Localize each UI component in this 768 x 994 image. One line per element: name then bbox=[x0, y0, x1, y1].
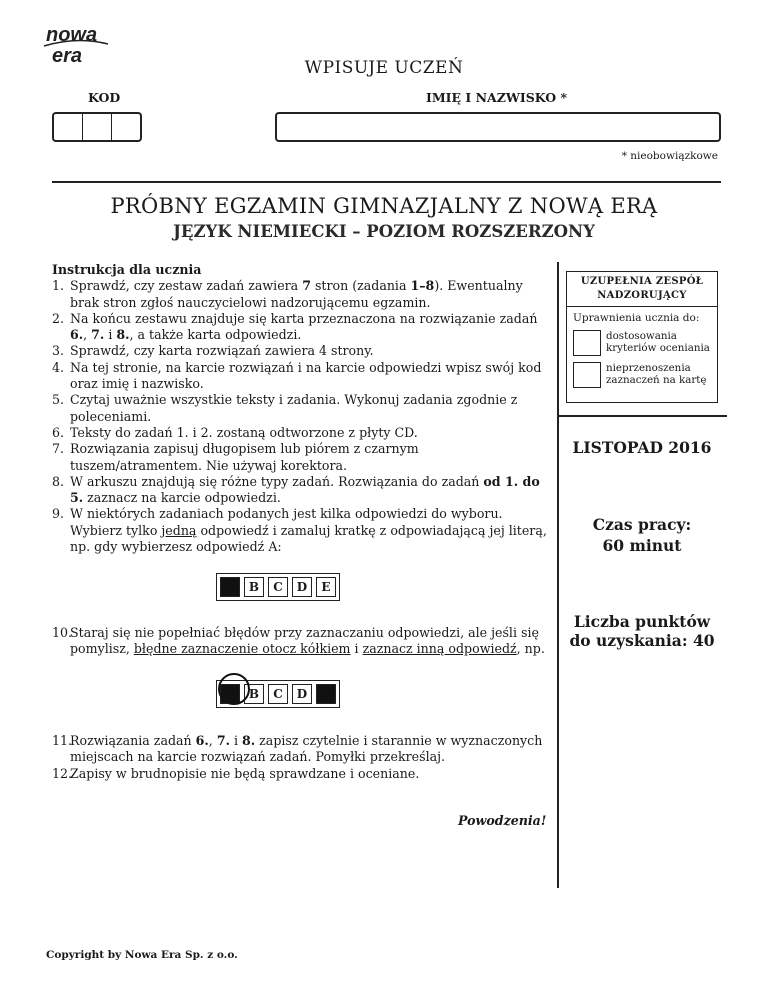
sidebar-divider bbox=[557, 415, 727, 417]
instruction-item bbox=[52, 343, 552, 359]
item-number: 7. bbox=[52, 441, 65, 457]
item-number: 6. bbox=[52, 424, 65, 440]
text-run: zaznacz na karcie odpowiedzi. bbox=[83, 490, 281, 506]
text-run: Na końcu zestawu znajduje się karta przeznaczona na rozwiązanie zadań bbox=[70, 310, 538, 326]
logo-line-1: nowa bbox=[46, 24, 98, 46]
answer-box: C bbox=[268, 577, 288, 597]
divider bbox=[52, 181, 721, 183]
answer-box: B bbox=[244, 684, 264, 704]
code-cell[interactable] bbox=[54, 114, 83, 140]
item-number: 5. bbox=[52, 392, 65, 408]
text-run: 6. bbox=[70, 327, 84, 343]
instruction-item bbox=[52, 766, 552, 782]
answer-box: D bbox=[292, 684, 312, 704]
answer-example-1 bbox=[216, 573, 340, 601]
sidebar-rule bbox=[557, 262, 559, 888]
code-cell[interactable] bbox=[112, 114, 140, 140]
text-run: i bbox=[350, 641, 363, 657]
instruction-item bbox=[52, 733, 552, 766]
instruction-list-end bbox=[52, 733, 552, 782]
text-run: 7. bbox=[91, 327, 105, 343]
student-fill-title: WPISUJE UCZEŃ bbox=[304, 58, 464, 78]
instruction-item bbox=[52, 506, 552, 555]
supervisor-heading-line: NADZORUJĄCY bbox=[597, 290, 687, 301]
rights-checkbox[interactable] bbox=[573, 362, 601, 388]
text-run: i bbox=[104, 327, 117, 343]
logo-line-2: era bbox=[52, 45, 83, 67]
rights-option bbox=[567, 327, 717, 359]
instruction-item bbox=[52, 474, 552, 507]
instruction-item bbox=[52, 360, 552, 393]
text-run: odpowiedź i zamaluj kratkę z odpowiadającą jej literą, np. gdy wybierzesz odpowiedź A: bbox=[70, 522, 547, 555]
instruction-item bbox=[52, 625, 552, 658]
rights-option bbox=[567, 359, 717, 391]
text-run: 1–8 bbox=[410, 278, 435, 294]
item-text bbox=[70, 766, 552, 782]
label-line: kryteriów oceniania bbox=[606, 342, 710, 354]
instruction-item bbox=[52, 278, 552, 311]
text-run: 7. bbox=[216, 733, 230, 748]
text-run: 7 bbox=[302, 278, 311, 294]
rights-option-label bbox=[606, 362, 707, 386]
answer-box: C bbox=[268, 684, 288, 704]
name-label: IMIĘ I NAZWISKO * bbox=[426, 90, 568, 105]
item-number: 12. bbox=[52, 765, 73, 781]
code-label: KOD bbox=[88, 90, 121, 105]
item-text bbox=[70, 474, 552, 507]
text-run: Rozwiązania zapisuj długopisem lub piórem z czarnym tuszem/atramentem. Nie używaj korektora. bbox=[70, 441, 419, 473]
item-text bbox=[70, 343, 552, 359]
item-number: 1. bbox=[52, 278, 65, 294]
text-run: Zapisy w brudnopisie nie będą sprawdzane i oceniane. bbox=[70, 765, 420, 781]
text-run: Rozwiązania zadań bbox=[70, 733, 196, 748]
exam-subtitle: JĘZYK NIEMIECKI – POZIOM ROZSZERZONY bbox=[173, 222, 595, 241]
answer-box: D bbox=[292, 577, 312, 597]
text-run: błędne zaznaczenie otocz kółkiem bbox=[133, 641, 351, 657]
instruction-item bbox=[52, 311, 552, 344]
text-run: i bbox=[229, 733, 243, 748]
rights-checkbox[interactable] bbox=[573, 330, 601, 356]
text-run: W niektórych zadaniach podanych jest kilka odpowiedzi do wyboru. Wybierz tylko bbox=[70, 506, 503, 538]
text-run: , np. bbox=[516, 641, 545, 657]
text-run: Na tej stronie, na karcie rozwiązań i na karcie odpowiedzi wpisz swój kod oraz imię i nazwisko. bbox=[70, 359, 542, 392]
item-text bbox=[70, 506, 552, 555]
code-field[interactable] bbox=[52, 112, 142, 142]
work-time bbox=[557, 514, 727, 556]
rights-option-label bbox=[606, 330, 710, 354]
text-run: , bbox=[83, 327, 92, 343]
text-run: , bbox=[208, 733, 217, 748]
instructions bbox=[52, 262, 552, 555]
answer-box: E bbox=[316, 577, 336, 597]
item-text bbox=[70, 425, 552, 441]
supervisor-heading bbox=[567, 272, 717, 307]
correction-circle bbox=[218, 673, 250, 705]
label-line: nieprzenoszenia bbox=[606, 362, 691, 374]
text-run: 8. bbox=[116, 327, 130, 343]
instruction-item bbox=[52, 392, 552, 425]
item-text bbox=[70, 441, 552, 474]
optional-note: * nieobowiązkowe bbox=[621, 150, 718, 162]
item-number: 9. bbox=[52, 506, 65, 522]
instruction-list bbox=[52, 278, 552, 555]
text-run: Teksty do zadań 1. i 2. zostaną odtworzone z płyty CD. bbox=[70, 424, 418, 440]
item-text bbox=[70, 278, 552, 311]
text-run: W arkuszu znajdują się różne typy zadań. Rozwiązania do zadań bbox=[70, 473, 484, 489]
item-number: 2. bbox=[52, 310, 65, 326]
text-run: jedną bbox=[161, 522, 197, 538]
text-run: od 1. do 5. bbox=[70, 473, 540, 506]
code-cell[interactable] bbox=[83, 114, 112, 140]
item-number: 8. bbox=[52, 473, 65, 489]
exam-date: LISTOPAD 2016 bbox=[572, 438, 712, 457]
item-number: 11. bbox=[52, 733, 73, 748]
instruction-item bbox=[52, 425, 552, 441]
name-field[interactable] bbox=[275, 112, 721, 142]
instructions-heading: Instrukcja dla ucznia bbox=[52, 262, 202, 277]
text-run: Czytaj uważnie wszystkie teksty i zadania. Wykonuj zadania zgodnie z poleceniami. bbox=[70, 392, 518, 424]
supervisor-heading-line: UZUPEŁNIA ZESPÓŁ bbox=[580, 276, 704, 287]
item-number: 3. bbox=[52, 343, 65, 359]
instruction-item bbox=[52, 441, 552, 474]
answer-box bbox=[316, 684, 336, 704]
text-run: Staraj się nie popełniać błędów przy zaznaczaniu odpowiedzi, ale jeśli się pomylisz, bbox=[70, 625, 539, 657]
text-run: zapisz czytelnie i starannie w wyznaczonych miejscach na karcie rozwiązań zadań. Pomyłki przekreślaj. bbox=[70, 733, 543, 765]
item-text bbox=[70, 733, 552, 766]
rights-label: Uprawnienia ucznia do: bbox=[573, 312, 700, 324]
item-text bbox=[70, 625, 552, 658]
item-number: 10. bbox=[52, 625, 73, 640]
item-text bbox=[70, 392, 552, 425]
item-text bbox=[70, 311, 552, 344]
item-text bbox=[70, 360, 552, 393]
work-time-label: Czas pracy: bbox=[592, 515, 692, 534]
text-run: zaznacz inną odpowiedź bbox=[362, 641, 517, 657]
copyright: Copyright by Nowa Era Sp. z o.o. bbox=[46, 949, 238, 961]
exam-title: PRÓBNY EGZAMIN GIMNAZJALNY Z NOWĄ ERĄ bbox=[110, 194, 658, 218]
max-points-label: Liczba punktów bbox=[573, 612, 711, 631]
max-points-value: do uzyskania: 40 bbox=[569, 631, 715, 650]
text-run: Sprawdź, czy zestaw zadań zawiera bbox=[70, 278, 303, 294]
label-line: zaznaczeń na kartę bbox=[606, 374, 707, 386]
text-run: 8. bbox=[242, 733, 256, 748]
good-luck: Powodzenia! bbox=[458, 813, 547, 828]
answer-box bbox=[220, 577, 240, 597]
instruction-10 bbox=[52, 625, 552, 658]
text-run: 6. bbox=[195, 733, 209, 748]
item-number: 4. bbox=[52, 359, 65, 375]
text-run: , a także karta odpowiedzi. bbox=[129, 327, 302, 343]
text-run: Sprawdź, czy karta rozwiązań zawiera 4 strony. bbox=[70, 343, 374, 359]
answer-box: B bbox=[244, 577, 264, 597]
text-run: ). Ewentualny brak stron zgłoś nauczycielowi nadzorującemu egzamin. bbox=[70, 278, 523, 310]
supervisor-box bbox=[566, 271, 718, 403]
max-points bbox=[557, 612, 727, 650]
work-time-value: 60 minut bbox=[602, 536, 682, 555]
text-run: stron (zadania bbox=[310, 278, 411, 294]
label-line: dostosowania bbox=[606, 330, 677, 342]
